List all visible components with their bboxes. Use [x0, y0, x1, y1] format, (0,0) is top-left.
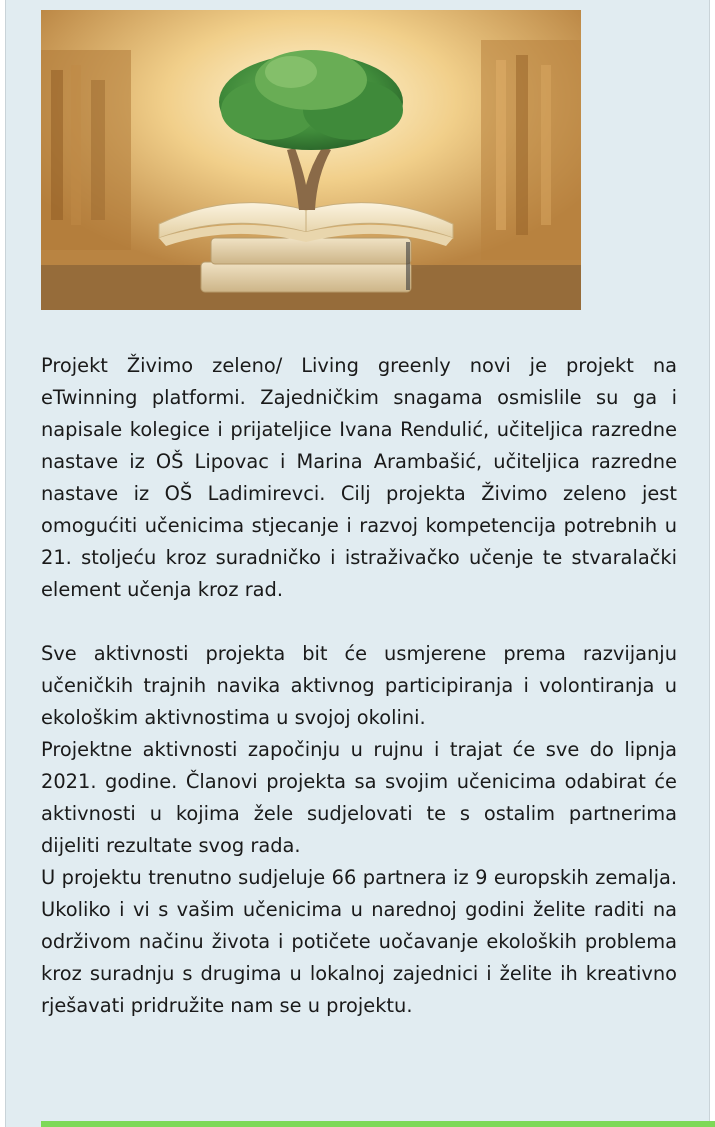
- paragraph-intro: Projekt Živimo zeleno/ Living greenly novi je projekt na eTwinning platformi. Zajedničkim snagama osmislile su ga i napisale kolegice i prijateljice Ivana Rendulić, učiteljica razredne nastave iz OŠ Lipovac i Marina Arambašić, učiteljica razredne nastave iz OŠ Ladimirevci. Cilj projekta Živimo zeleno jest omogućiti učenicima stjecanje i razvoj kompetencija potrebnih u 21. stoljeću kroz suradničko i istraživačko učenje te stvaralački element učenja kroz rad.: [41, 354, 677, 601]
- article-body: [41, 350, 677, 1022]
- hero-image-tree-on-book: [41, 10, 581, 310]
- paragraph-activities: Sve aktivnosti projekta bit će usmjerene prema razvijanju učeničkih trajnih navika aktivnog participiranja i volontiranja u ekološkim aktivnostima u svojoj okolini.: [41, 642, 677, 729]
- accent-divider: [41, 1121, 715, 1127]
- paragraph-schedule: Projektne aktivnosti započinju u rujnu i trajat će sve do lipnja 2021. godine. Članovi projekta sa svojim učenicima odabirat će aktivnosti u kojima žele sudjelovati te s ostalim partnerima dijeliti rezultate svog rada.: [41, 738, 677, 857]
- paragraph-partners: U projektu trenutno sudjeluje 66 partnera iz 9 europskih zemalja. Ukoliko i vi s vašim učenicima u narednoj godini želite raditi na održivom načinu života i potičete uočavanje ekoloških problema kroz suradnju s drugima u lokalnoj zajednici i želite ih kreativno rješavati pridružite nam se u projektu.: [41, 866, 677, 1017]
